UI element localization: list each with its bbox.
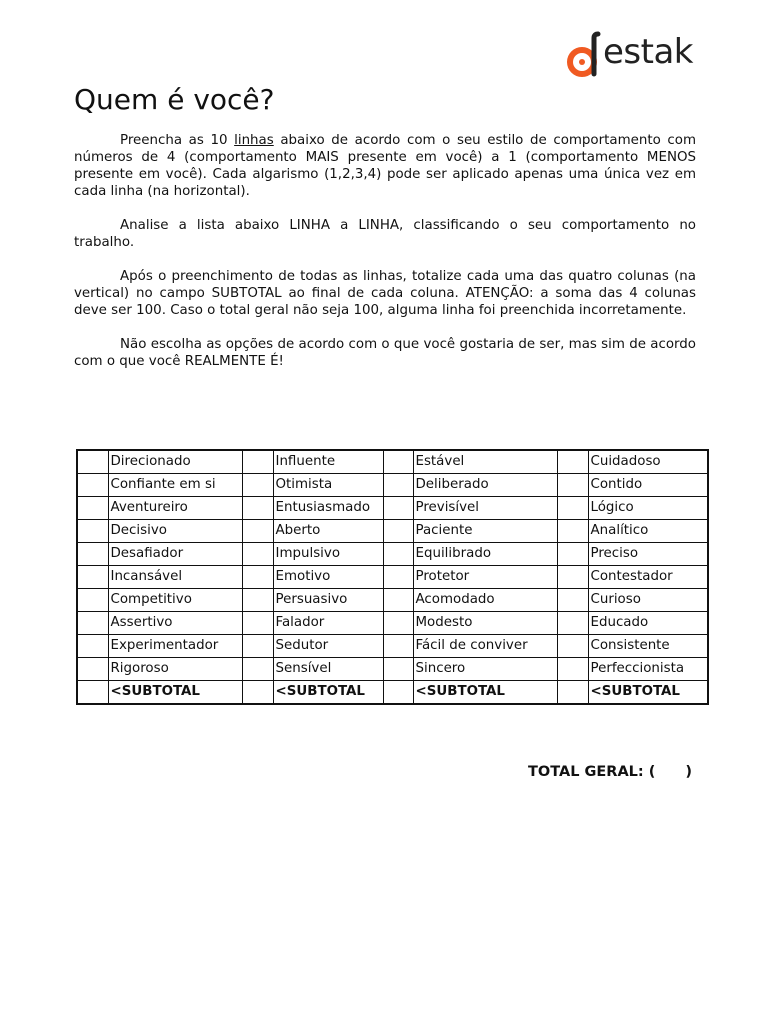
page-title: Quem é você? <box>74 83 275 116</box>
table-row <box>77 635 708 658</box>
score-input-cell[interactable] <box>557 450 588 474</box>
instruction-paragraph-1 <box>74 132 696 200</box>
trait-cell: Persuasivo <box>273 589 383 612</box>
trait-cell: Analítico <box>588 520 708 543</box>
score-input-cell[interactable] <box>242 543 273 566</box>
score-input-cell[interactable] <box>383 612 413 635</box>
trait-cell: Estável <box>413 450 557 474</box>
behavior-table <box>76 449 709 705</box>
trait-cell: Entusiasmado <box>273 497 383 520</box>
trait-cell: Falador <box>273 612 383 635</box>
subtotal-input-cell[interactable] <box>383 681 413 705</box>
trait-cell: Competitivo <box>108 589 242 612</box>
trait-cell: Deliberado <box>413 474 557 497</box>
score-input-cell[interactable] <box>242 474 273 497</box>
score-input-cell[interactable] <box>383 658 413 681</box>
trait-cell: Assertivo <box>108 612 242 635</box>
instruction-paragraph-2: Analise a lista abaixo LINHA a LINHA, classificando o seu comportamento no trabalho. <box>74 218 696 250</box>
subtotal-input-cell[interactable] <box>557 681 588 705</box>
subtotal-input-cell[interactable] <box>242 681 273 705</box>
total-geral-label: TOTAL GERAL: ( <box>528 764 656 780</box>
score-input-cell[interactable] <box>383 589 413 612</box>
subtotal-label: <SUBTOTAL <box>413 681 557 705</box>
score-input-cell[interactable] <box>383 635 413 658</box>
trait-cell: Confiante em si <box>108 474 242 497</box>
trait-cell: Contestador <box>588 566 708 589</box>
instructions <box>74 132 696 387</box>
score-input-cell[interactable] <box>557 612 588 635</box>
trait-cell: Consistente <box>588 635 708 658</box>
trait-cell: Otimista <box>273 474 383 497</box>
trait-cell: Aventureiro <box>108 497 242 520</box>
subtotal-label: <SUBTOTAL <box>273 681 383 705</box>
trait-cell: Desafiador <box>108 543 242 566</box>
trait-cell: Modesto <box>413 612 557 635</box>
score-input-cell[interactable] <box>242 612 273 635</box>
table-row <box>77 450 708 474</box>
trait-cell: Incansável <box>108 566 242 589</box>
score-input-cell[interactable] <box>557 543 588 566</box>
score-input-cell[interactable] <box>77 450 108 474</box>
instruction-paragraph-4: Não escolha as opções de acordo com o que você gostaria de ser, mas sim de acordo com o que você REALMENTE É! <box>74 337 696 369</box>
instruction-text: abaixo de acordo com o seu estilo de comportamento com números de 4 (comportamento MAIS presente em você) a 1 (comportamento MENOS presente em você). Cada algarismo (1,2,3,4) pode ser aplicado apenas uma única vez em cada linha (na horizontal). <box>74 133 697 199</box>
score-input-cell[interactable] <box>77 658 108 681</box>
trait-cell: Curioso <box>588 589 708 612</box>
score-input-cell[interactable] <box>557 520 588 543</box>
score-input-cell[interactable] <box>557 589 588 612</box>
trait-cell: Experimentador <box>108 635 242 658</box>
score-input-cell[interactable] <box>383 497 413 520</box>
trait-cell: Sensível <box>273 658 383 681</box>
score-input-cell[interactable] <box>242 520 273 543</box>
score-input-cell[interactable] <box>242 497 273 520</box>
score-input-cell[interactable] <box>383 450 413 474</box>
trait-cell: Contido <box>588 474 708 497</box>
score-input-cell[interactable] <box>383 543 413 566</box>
table-row <box>77 566 708 589</box>
trait-cell: Lógico <box>588 497 708 520</box>
subtotal-label: <SUBTOTAL <box>588 681 708 705</box>
lines-link: linhas <box>234 133 274 148</box>
score-input-cell[interactable] <box>557 566 588 589</box>
subtotal-input-cell[interactable] <box>77 681 108 705</box>
trait-cell: Cuidadoso <box>588 450 708 474</box>
trait-cell: Rigoroso <box>108 658 242 681</box>
instruction-paragraph-3: Após o preenchimento de todas as linhas, totalize cada uma das quatro colunas (na vertical) no campo SUBTOTAL ao final de cada coluna. ATENÇÃO: a soma das 4 colunas deve ser 100. Caso o total geral não seja 100, alguma linha foi preenchida incorretamente. <box>74 269 696 318</box>
trait-cell: Educado <box>588 612 708 635</box>
table-row <box>77 543 708 566</box>
trait-cell: Equilibrado <box>413 543 557 566</box>
trait-cell: Acomodado <box>413 589 557 612</box>
score-input-cell[interactable] <box>77 612 108 635</box>
subtotal-label: <SUBTOTAL <box>108 681 242 705</box>
table-row <box>77 589 708 612</box>
trait-cell: Preciso <box>588 543 708 566</box>
instruction-text: Preencha as 10 <box>120 133 235 148</box>
score-input-cell[interactable] <box>383 520 413 543</box>
score-input-cell[interactable] <box>383 566 413 589</box>
table-row <box>77 658 708 681</box>
table-row <box>77 612 708 635</box>
subtotal-row <box>77 681 708 705</box>
score-input-cell[interactable] <box>242 635 273 658</box>
score-input-cell[interactable] <box>242 566 273 589</box>
score-input-cell[interactable] <box>383 474 413 497</box>
score-input-cell[interactable] <box>557 474 588 497</box>
score-input-cell[interactable] <box>557 635 588 658</box>
trait-cell: Paciente <box>413 520 557 543</box>
destak-logo <box>565 30 700 82</box>
trait-cell: Decisivo <box>108 520 242 543</box>
trait-cell: Influente <box>273 450 383 474</box>
score-input-cell[interactable] <box>242 589 273 612</box>
trait-cell: Emotivo <box>273 566 383 589</box>
trait-cell: Impulsivo <box>273 543 383 566</box>
trait-cell: Perfeccionista <box>588 658 708 681</box>
trait-cell: Aberto <box>273 520 383 543</box>
score-input-cell[interactable] <box>77 474 108 497</box>
trait-cell: Fácil de conviver <box>413 635 557 658</box>
score-input-cell[interactable] <box>77 520 108 543</box>
trait-cell: Protetor <box>413 566 557 589</box>
table-row <box>77 497 708 520</box>
trait-cell: Previsível <box>413 497 557 520</box>
score-input-cell[interactable] <box>557 497 588 520</box>
table-row <box>77 474 708 497</box>
logo-wordmark: estak <box>603 32 693 72</box>
score-input-cell[interactable] <box>77 543 108 566</box>
score-input-cell[interactable] <box>77 497 108 520</box>
score-input-cell[interactable] <box>242 450 273 474</box>
score-input-cell[interactable] <box>77 589 108 612</box>
total-geral-close: ) <box>685 764 693 780</box>
score-input-cell[interactable] <box>242 658 273 681</box>
table-row <box>77 520 708 543</box>
trait-cell: Direcionado <box>108 450 242 474</box>
score-input-cell[interactable] <box>77 566 108 589</box>
trait-cell: Sedutor <box>273 635 383 658</box>
total-geral <box>528 761 692 783</box>
trait-cell: Sincero <box>413 658 557 681</box>
score-input-cell[interactable] <box>557 658 588 681</box>
score-input-cell[interactable] <box>77 635 108 658</box>
